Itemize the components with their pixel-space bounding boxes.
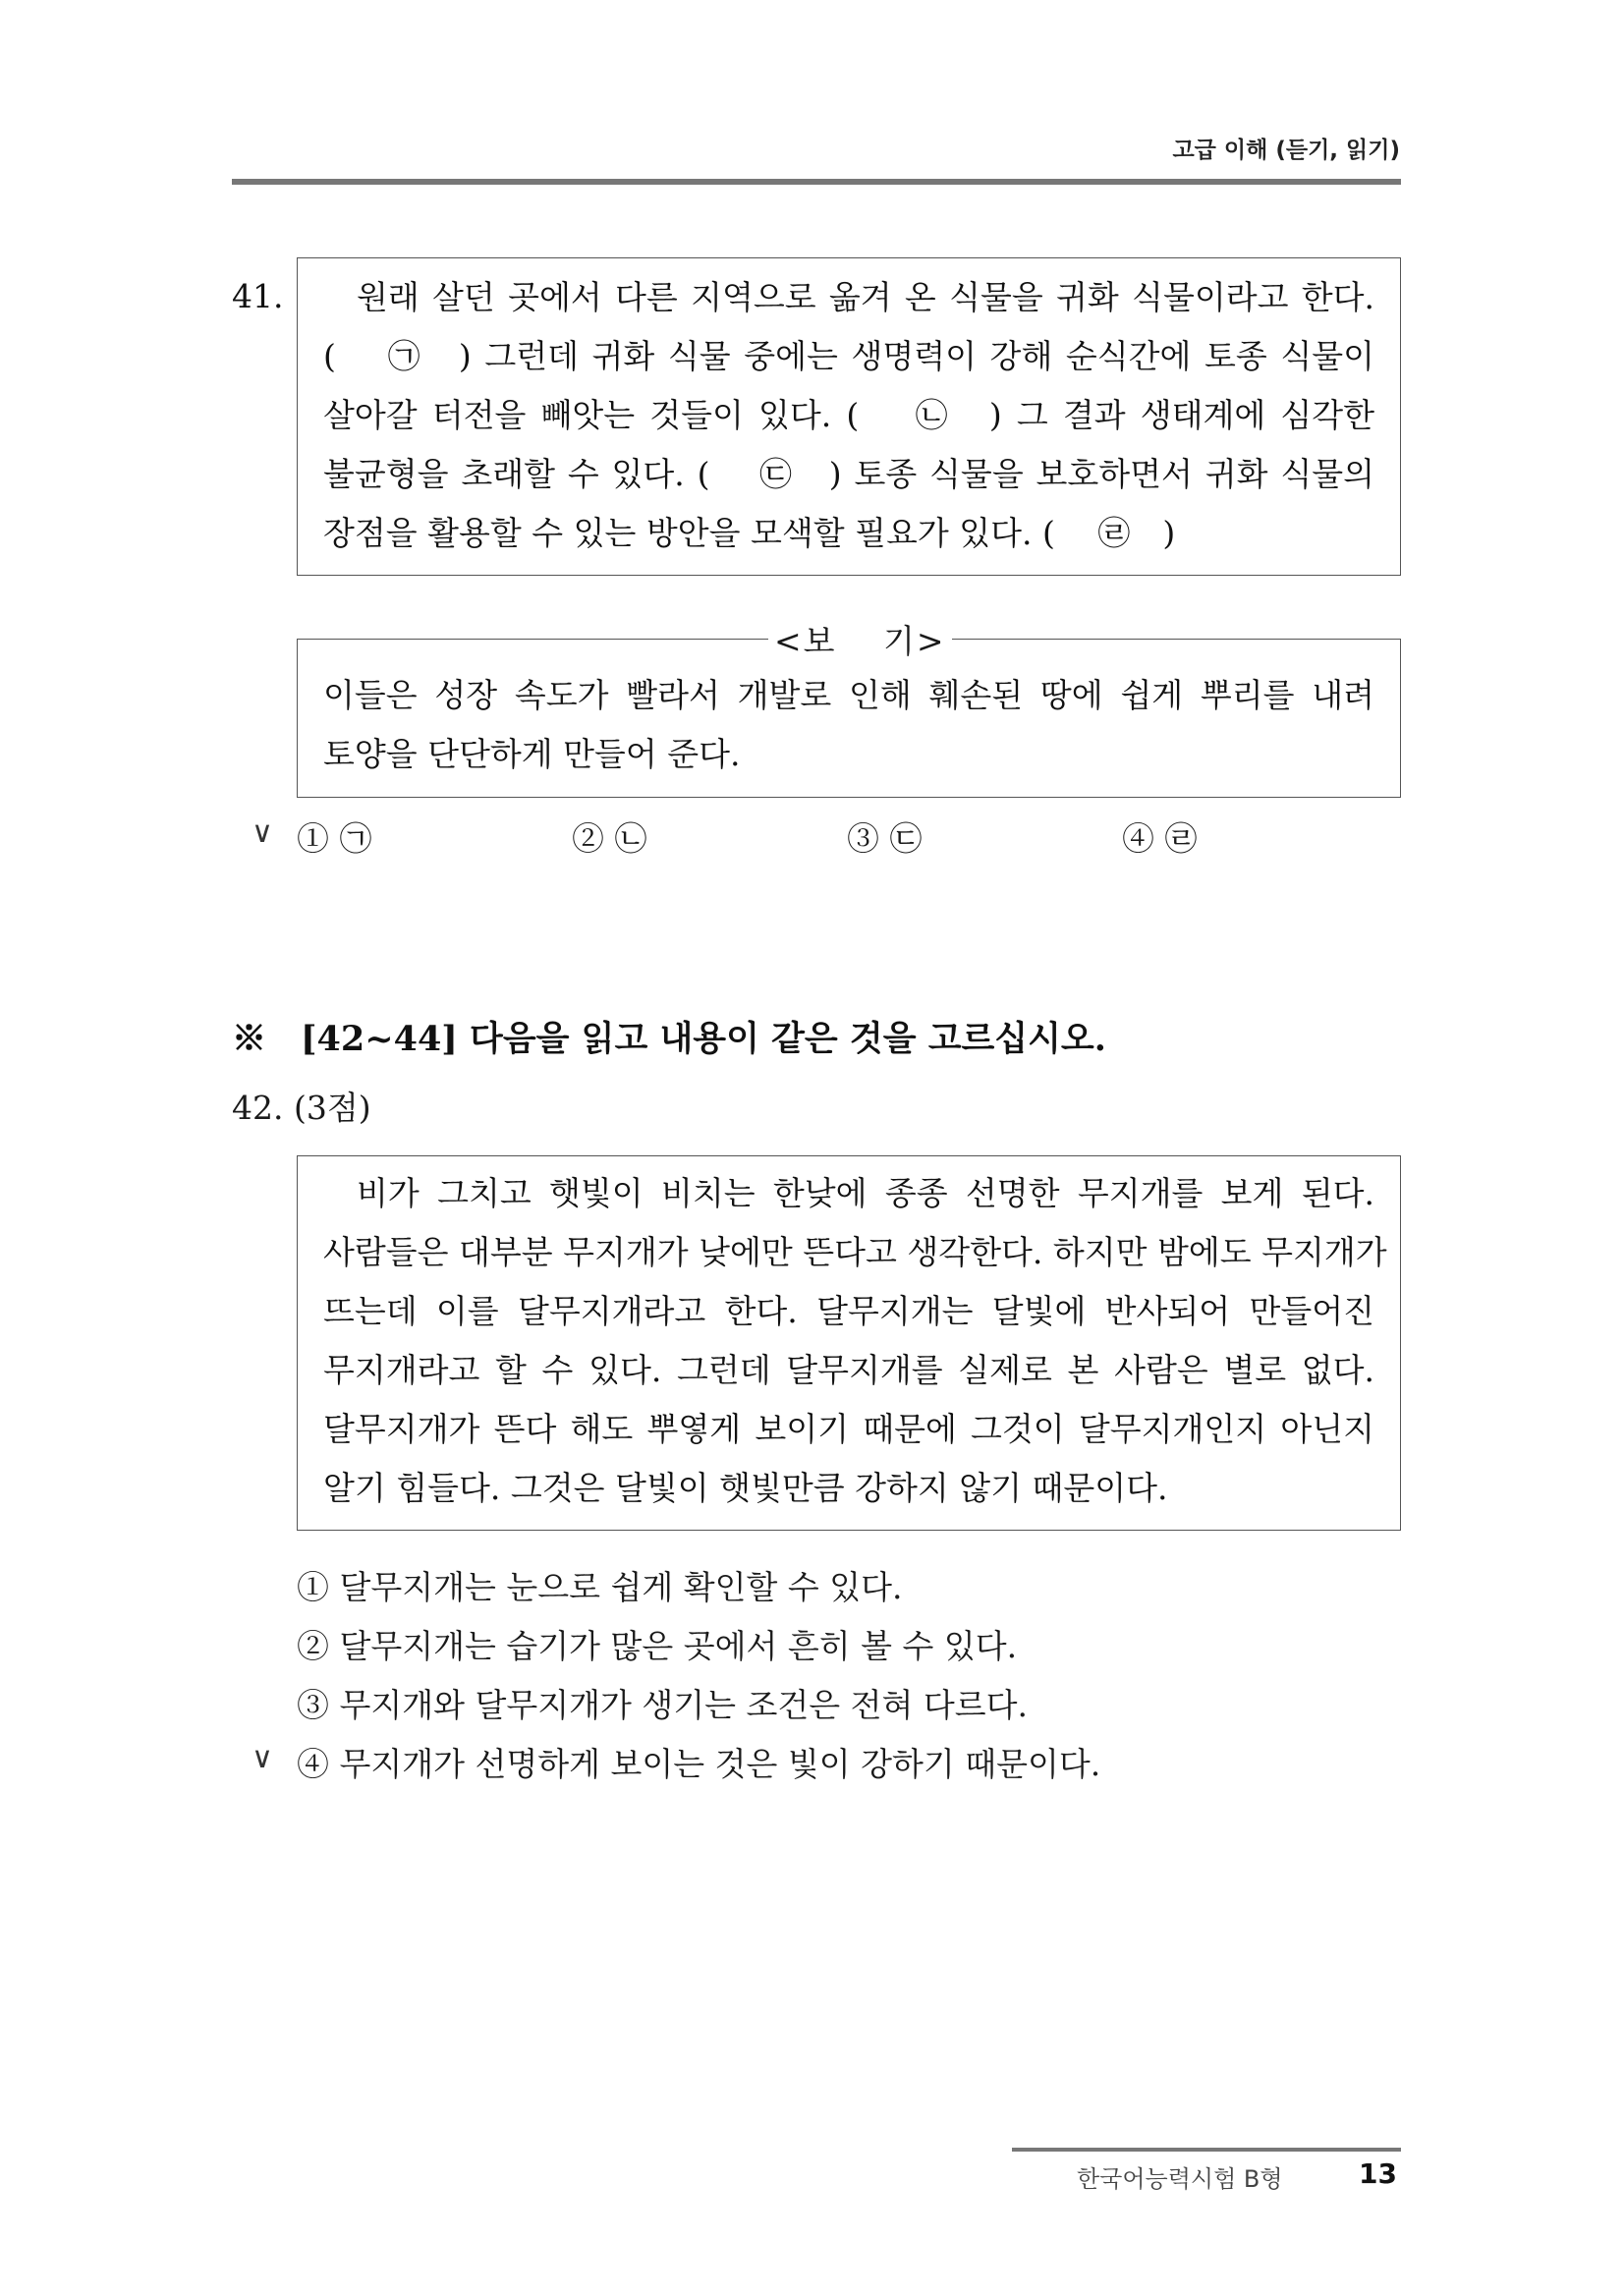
passage-line: ( ㉠ ) 그런데 귀화 식물 중에는 생명력이 강해 순식간에 토종 식물이 (323, 337, 1374, 375)
passage-line: 원래 살던 곳에서 다른 지역으로 옮겨 온 식물을 귀화 식물이라고 한다. (357, 278, 1374, 316)
answer-check-mark: ∨ (252, 815, 273, 850)
passage-line: 뜨는데 이를 달무지개라고 한다. 달무지개는 달빛에 반사되어 만들어진 (323, 1292, 1374, 1330)
header-rule (232, 179, 1401, 185)
choice-1[interactable]: ① ㉠ (297, 819, 372, 858)
choice-4[interactable]: ④ ㉣ (1122, 819, 1198, 858)
footer-exam-name: 한국어능력시험 B형 (1077, 2165, 1283, 2193)
passage-line: 장점을 활용할 수 있는 방안을 모색할 필요가 있다. ( ㉣ ) (323, 514, 1176, 552)
example-line: 이들은 성장 속도가 빨라서 개발로 인해 훼손된 땅에 쉽게 뿌리를 내려 (323, 676, 1374, 714)
question-41-choices (253, 813, 1236, 863)
passage-line: 불균형을 초래할 수 있다. ( ㉢ ) 토종 식물을 보호하면서 귀화 식물의 (323, 455, 1374, 493)
question-42-number: 42. (3점) (232, 1089, 371, 1127)
answer-check-mark: ∨ (252, 1741, 273, 1775)
example-line: 토양을 단단하게 만들어 준다. (323, 735, 741, 773)
passage-line: 비가 그치고 햇빛이 비치는 한낮에 종종 선명한 무지개를 보게 된다. (357, 1174, 1374, 1212)
option-3[interactable]: ③ 무지개와 달무지개가 생기는 조건은 전혀 다르다. (297, 1686, 1028, 1724)
passage-line: 사람들은 대부분 무지개가 낮에만 뜬다고 생각한다. 하지만 밤에도 무지개가 (323, 1233, 1387, 1271)
option-1[interactable]: ① 달무지개는 눈으로 쉽게 확인할 수 있다. (297, 1568, 903, 1606)
option-2[interactable]: ② 달무지개는 습기가 많은 곳에서 흔히 볼 수 있다. (297, 1627, 1018, 1665)
choice-2[interactable]: ② ㉡ (572, 819, 647, 858)
page-number: 13 (1359, 2157, 1397, 2190)
example-box-label: <보 기> (768, 616, 952, 662)
section-header-title: 고급 이해 (듣기, 읽기) (1172, 138, 1400, 163)
question-42-passage (297, 1155, 1401, 1531)
question-41-number: 41. (232, 277, 284, 315)
choice-3[interactable]: ③ ㉢ (847, 819, 923, 858)
option-4[interactable]: ④ 무지개가 선명하게 보이는 것은 빛이 강하기 때문이다. (297, 1745, 1101, 1783)
passage-line: 무지개라고 할 수 있다. 그런데 달무지개를 실제로 본 사람은 별로 없다. (323, 1351, 1374, 1389)
passage-line: 알기 힘들다. 그것은 달빛이 햇빛만큼 강하지 않기 때문이다. (323, 1469, 1168, 1507)
passage-line: 달무지개가 뜬다 해도 뿌옇게 보이기 때문에 그것이 달무지개인지 아닌지 (323, 1410, 1374, 1448)
passage-line: 살아갈 터전을 빼앗는 것들이 있다. ( ㉡ ) 그 결과 생태계에 심각한 (323, 396, 1374, 434)
question-41-passage (297, 257, 1401, 576)
section-instruction: ※ [42~44] 다음을 읽고 내용이 같은 것을 고르십시오. (232, 1019, 1106, 1059)
footer-rule (1012, 2148, 1401, 2152)
example-box (297, 639, 1401, 798)
